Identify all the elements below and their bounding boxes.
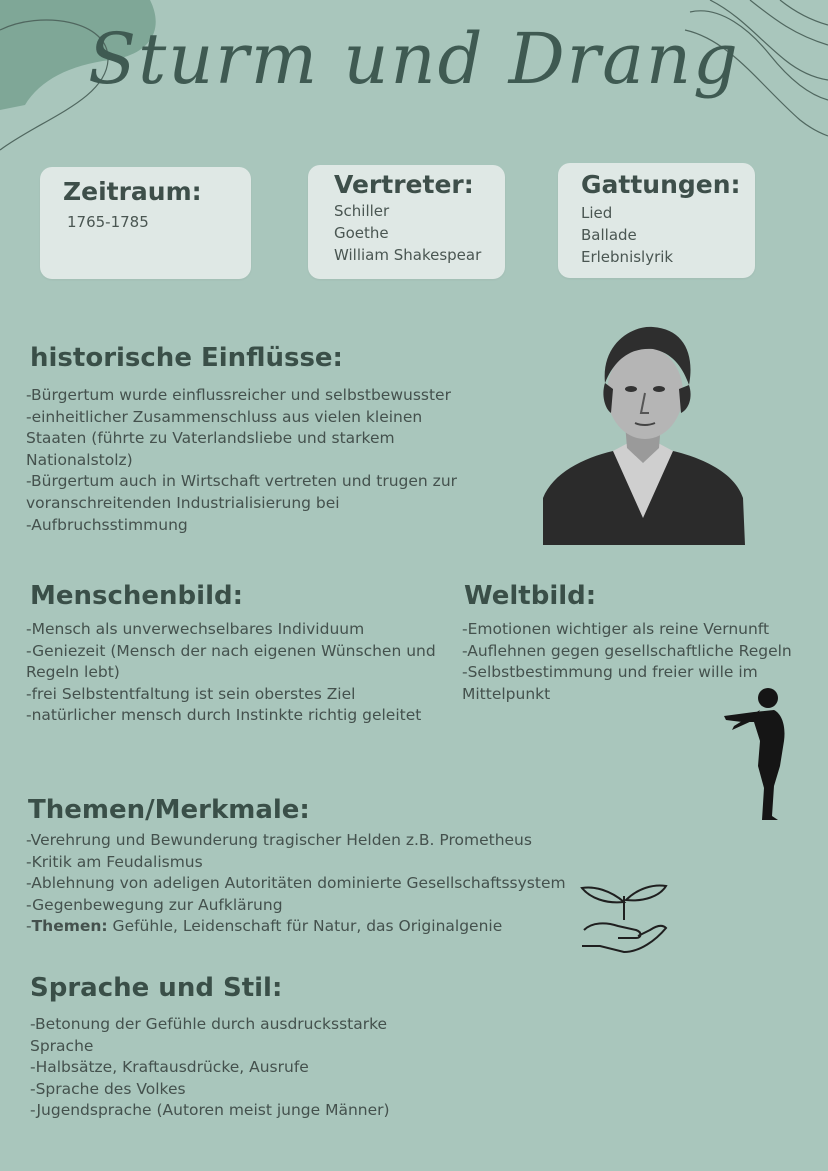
menschenbild-text (26, 619, 446, 727)
historisch-line: -Aufbruchsstimmung (26, 515, 188, 534)
card-vertreter-line: Goethe (334, 224, 389, 242)
historisch-line: voranschreitenden Industrialisierung bei (26, 493, 340, 512)
card-vertreter-line: William Shakespear (334, 246, 482, 264)
weltbild-heading: Weltbild: (464, 581, 597, 611)
card-vertreter (308, 165, 505, 279)
weltbild-line: Mittelpunkt (462, 684, 551, 703)
card-zeitraum (40, 167, 251, 279)
card-vertreter-line: Schiller (334, 202, 390, 220)
themen-text (26, 830, 586, 938)
themen-line: -Verehrung und Bewunderung tragischer Helden z.B. Prometheus (26, 831, 532, 849)
historisch-text (26, 385, 526, 536)
themen-keyword: Themen: (31, 917, 108, 936)
themen-line: -Gegenbewegung zur Aufklärung (26, 895, 283, 914)
historisch-heading: historische Einflüsse: (30, 343, 343, 373)
card-zeitraum-heading: Zeitraum: (63, 177, 202, 206)
card-gattungen-heading: Gattungen: (581, 170, 741, 199)
weltbild-line: -Selbstbestimmung und freier wille im (462, 663, 758, 682)
card-gattungen-line: Ballade (581, 226, 637, 244)
historisch-line: Nationalstolz) (26, 450, 133, 469)
weltbild-line: -Emotionen wichtiger als reine Vernunft (462, 620, 770, 638)
menschenbild-line: Regeln lebt) (26, 663, 120, 682)
themen-last-prefix: - (26, 917, 32, 936)
themen-line: -Ablehnung von adeligen Autoritäten dominierte Gesellschaftssystem (26, 874, 566, 893)
themen-last-rest: Gefühle, Leidenschaft für Natur, das Originalgenie (107, 917, 503, 936)
menschenbild-line: -Geniezeit (Mensch der nach eigenen Wünschen und (26, 641, 436, 660)
card-zeitraum-line: 1765-1785 (67, 213, 149, 231)
card-gattungen-line: Erlebnislyrik (581, 248, 674, 266)
sprache-line: Sprache (30, 1036, 94, 1055)
plant-hand-icon (580, 880, 670, 956)
sprache-line: -Betonung der Gefühle durch ausdrucksstarke (30, 1015, 388, 1033)
menschenbild-heading: Menschenbild: (30, 581, 244, 611)
themen-line: -Kritik am Feudalismus (26, 852, 203, 871)
card-gattungen (558, 163, 755, 278)
themen-heading: Themen/Merkmale: (28, 795, 310, 825)
sprache-line: -Jugendsprache (Autoren meist junge Männer) (30, 1101, 390, 1120)
historisch-line: -Bürgertum wurde einflussreicher und selbstbewusster (26, 386, 451, 404)
sprache-line: -Sprache des Volkes (30, 1079, 186, 1098)
card-vertreter-heading: Vertreter: (334, 170, 474, 199)
themen-line-last (26, 916, 586, 938)
sprache-heading: Sprache und Stil: (30, 973, 283, 1003)
page-title: Sturm und Drang (88, 18, 740, 100)
menschenbild-line: -Mensch als unverwechselbares Individuum (26, 620, 365, 638)
goethe-portrait-icon (543, 323, 745, 545)
sprache-text (30, 1014, 450, 1122)
historisch-line: -Bürgertum auch in Wirtschaft vertreten und trugen zur (26, 472, 458, 491)
menschenbild-line: -frei Selbstentfaltung ist sein oberstes Ziel (26, 684, 356, 703)
sprache-line: -Halbsätze, Kraftausdrücke, Ausrufe (30, 1058, 309, 1077)
weltbild-line: -Auflehnen gegen gesellschaftliche Regeln (462, 641, 792, 660)
card-gattungen-line: Lied (581, 204, 613, 222)
menschenbild-line: -natürlicher mensch durch Instinkte richtig geleitet (26, 706, 422, 725)
dancing-figure-icon (724, 686, 790, 822)
historisch-line: -einheitlicher Zusammenschluss aus vielen kleinen (26, 407, 423, 426)
historisch-line: Staaten (führte zu Vaterlandsliebe und starkem (26, 429, 395, 448)
